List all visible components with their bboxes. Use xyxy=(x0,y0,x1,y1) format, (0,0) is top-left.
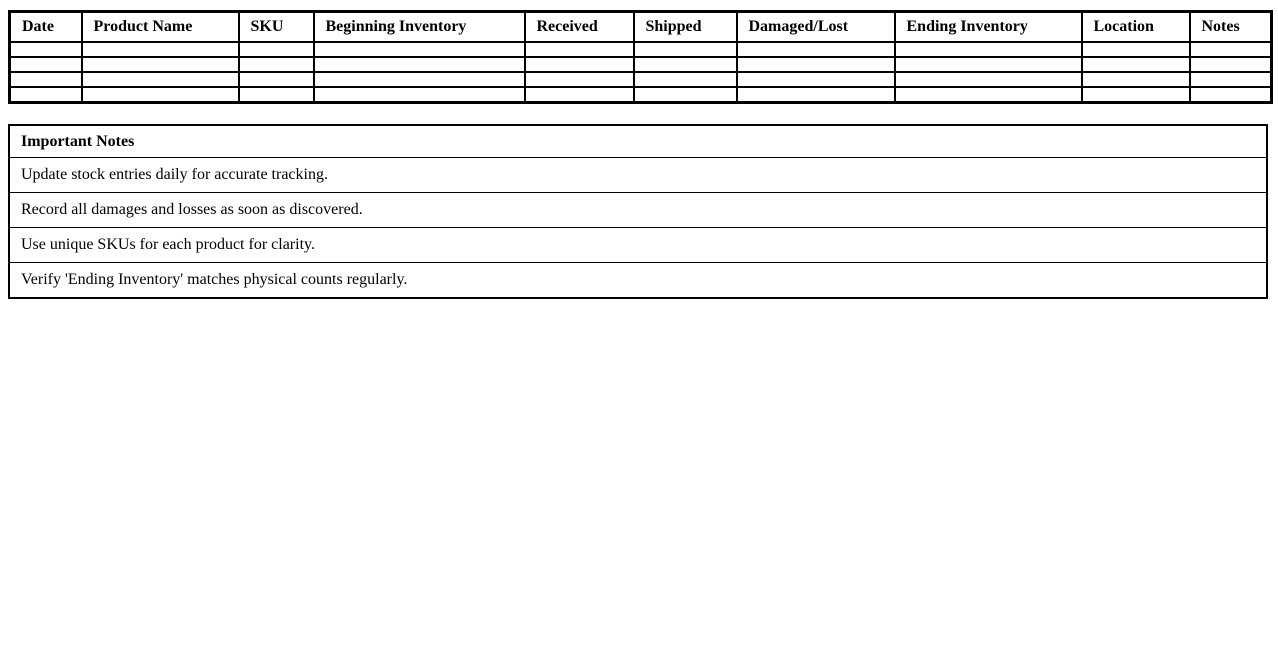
note-row xyxy=(9,193,1267,228)
inventory-empty-row xyxy=(10,42,1272,57)
inventory-cell[interactable] xyxy=(239,72,314,87)
inventory-cell[interactable] xyxy=(525,87,634,103)
inventory-cell[interactable] xyxy=(895,57,1082,72)
inventory-cell[interactable] xyxy=(314,42,525,57)
column-header-shipped: Shipped xyxy=(634,12,737,43)
important-notes-table xyxy=(8,124,1268,299)
inventory-cell[interactable] xyxy=(737,87,895,103)
inventory-cell[interactable] xyxy=(239,42,314,57)
inventory-cell[interactable] xyxy=(895,42,1082,57)
inventory-cell[interactable] xyxy=(737,57,895,72)
column-header-received: Received xyxy=(525,12,634,43)
inventory-cell[interactable] xyxy=(525,57,634,72)
inventory-cell[interactable] xyxy=(525,42,634,57)
inventory-table xyxy=(8,10,1273,104)
inventory-header-row xyxy=(10,12,1272,43)
notes-header-row xyxy=(9,125,1267,158)
note-item: Verify 'Ending Inventory' matches physical counts regularly. xyxy=(9,263,1267,299)
inventory-cell[interactable] xyxy=(525,72,634,87)
inventory-cell[interactable] xyxy=(239,87,314,103)
inventory-cell[interactable] xyxy=(82,87,239,103)
note-item: Record all damages and losses as soon as discovered. xyxy=(9,193,1267,228)
column-header-ending-inventory: Ending Inventory xyxy=(895,12,1082,43)
inventory-cell[interactable] xyxy=(82,72,239,87)
inventory-cell[interactable] xyxy=(634,72,737,87)
inventory-cell[interactable] xyxy=(10,42,82,57)
inventory-cell[interactable] xyxy=(634,42,737,57)
column-header-date: Date xyxy=(10,12,82,43)
inventory-cell[interactable] xyxy=(1190,42,1272,57)
inventory-cell[interactable] xyxy=(737,72,895,87)
inventory-cell[interactable] xyxy=(314,87,525,103)
inventory-cell[interactable] xyxy=(895,87,1082,103)
inventory-cell[interactable] xyxy=(1082,87,1190,103)
inventory-cell[interactable] xyxy=(314,72,525,87)
inventory-cell[interactable] xyxy=(239,57,314,72)
column-header-damaged-lost: Damaged/Lost xyxy=(737,12,895,43)
note-item: Update stock entries daily for accurate tracking. xyxy=(9,158,1267,193)
inventory-cell[interactable] xyxy=(1190,87,1272,103)
column-header-product-name: Product Name xyxy=(82,12,239,43)
inventory-cell[interactable] xyxy=(82,57,239,72)
inventory-cell[interactable] xyxy=(1190,72,1272,87)
inventory-cell[interactable] xyxy=(895,72,1082,87)
inventory-cell[interactable] xyxy=(634,87,737,103)
inventory-cell[interactable] xyxy=(82,42,239,57)
inventory-cell[interactable] xyxy=(634,57,737,72)
inventory-empty-row xyxy=(10,57,1272,72)
inventory-cell[interactable] xyxy=(1190,57,1272,72)
inventory-cell[interactable] xyxy=(1082,42,1190,57)
inventory-cell[interactable] xyxy=(1082,72,1190,87)
inventory-empty-row xyxy=(10,87,1272,103)
inventory-cell[interactable] xyxy=(10,87,82,103)
inventory-cell[interactable] xyxy=(737,42,895,57)
note-row xyxy=(9,228,1267,263)
column-header-location: Location xyxy=(1082,12,1190,43)
column-header-sku: SKU xyxy=(239,12,314,43)
column-header-beginning-inventory: Beginning Inventory xyxy=(314,12,525,43)
note-row xyxy=(9,263,1267,299)
inventory-cell[interactable] xyxy=(314,57,525,72)
note-row xyxy=(9,158,1267,193)
column-header-notes: Notes xyxy=(1190,12,1272,43)
inventory-empty-row xyxy=(10,72,1272,87)
inventory-cell[interactable] xyxy=(1082,57,1190,72)
inventory-cell[interactable] xyxy=(10,72,82,87)
note-item: Use unique SKUs for each product for clarity. xyxy=(9,228,1267,263)
inventory-cell[interactable] xyxy=(10,57,82,72)
notes-header: Important Notes xyxy=(9,125,1267,158)
